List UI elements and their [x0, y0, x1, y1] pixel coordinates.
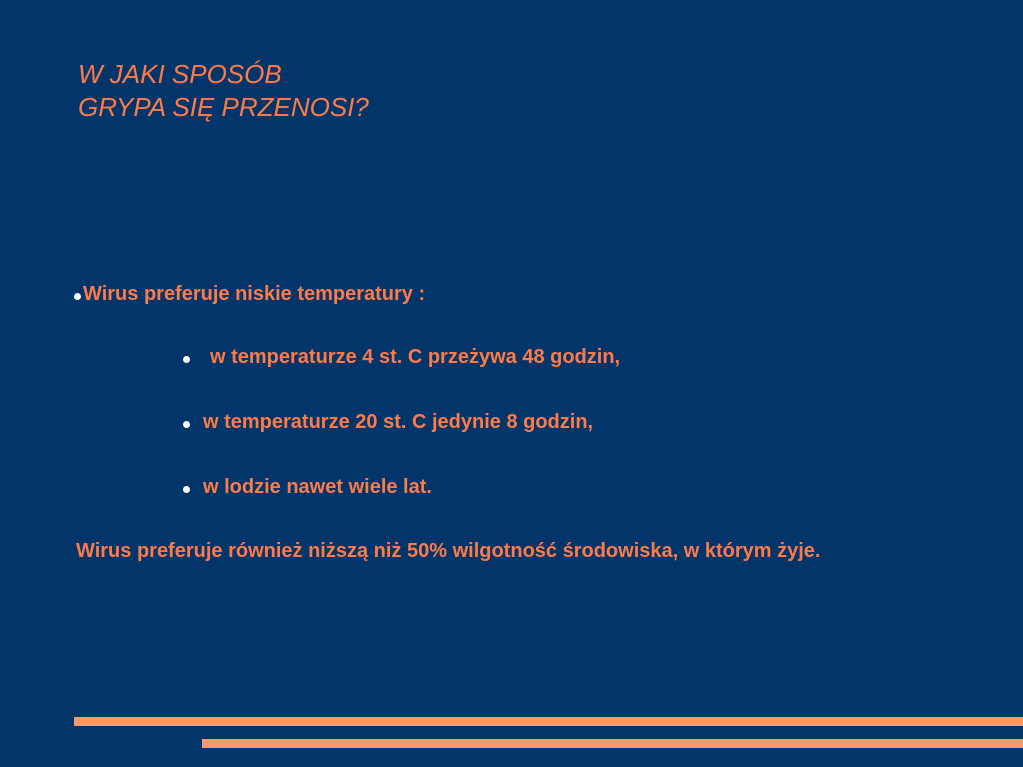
main-bullet-text: Wirus preferuje niskie temperatury : [83, 283, 426, 305]
title-line-2: GRYPA SIĘ PRZENOSI? [78, 92, 369, 122]
title-line-1: W JAKI SPOSÓB [78, 59, 282, 89]
decorative-bar-top [74, 717, 1023, 726]
slide-title [78, 58, 369, 124]
humidity-paragraph: Wirus preferuje również niższą niż 50% wilgotność środowiska, w którym żyje. [76, 540, 821, 562]
bullet-dot-icon [183, 486, 190, 493]
sub-bullet-text: w lodzie nawet wiele lat. [203, 476, 432, 498]
sub-bullet-text: w temperaturze 4 st. C przeżywa 48 godzin, [210, 346, 621, 368]
sub-bullet [183, 472, 432, 502]
bullet-dot-icon [74, 293, 81, 300]
sub-bullet [183, 407, 593, 437]
bullet-dot-icon [183, 356, 190, 363]
decorative-bar-bottom [202, 739, 1023, 748]
bullet-dot-icon [183, 421, 190, 428]
main-bullet [74, 279, 425, 309]
sub-bullet [183, 342, 620, 372]
sub-bullet-text: w temperaturze 20 st. C jedynie 8 godzin, [203, 411, 594, 433]
